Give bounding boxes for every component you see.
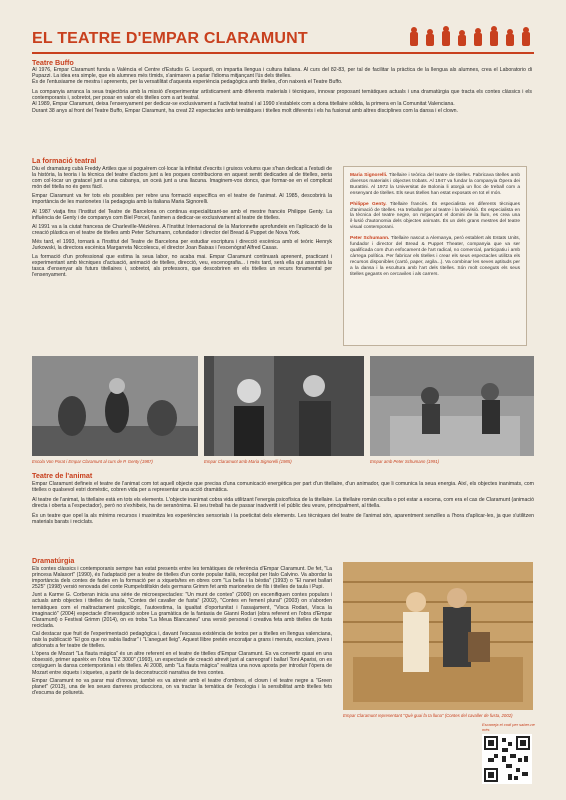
- paragraph: Durant 38 anys al front del Teatre Buffo, Empar Claramunt, ha creat 22 espectacles amb temàtiques i titelles molt diferents i els ha fusionat amb altres disciplines com la dansa i el clown.: [32, 107, 458, 114]
- paragraph: Al 1991 va a la ciutat francesa de Charleville-Mézières. A l'Institut Internacional de la Marionnette aprofundeix en l'aplicació de la creació plàstica en el teatre de titelles amb Peter Schumann, cofundador i director del Bread & Puppet de Nova York.: [32, 223, 332, 236]
- paragraph: Al teatre de l'animat, la titellaire està en tots els elements. L'objecte inanimat cobra vida utilitzant l'energia psicofísica de la titellaire. La titellaire romàn oculta o pot estar a escena, com era el cas de Claramunt (animació directa i oberta a l'espectador), però no s'exhibeix, ha de seranònima. El seu treball ha de passar inadvertit i el públic deu veure, principalment, al titella.: [32, 497, 534, 510]
- paragraph: Més tard, el 1993, tornarà a l'Institut del Teatre de Barcelona per estudiar escriptura i direcció escènica amb el teòric Henryk Jurkowski, la directora escènica Margarreta Niccolescu, el director Joan Baixas i l'escenògraf Alfred Casas.: [32, 238, 332, 252]
- paragraph: La companyia arranca la seua trajectòria amb la missió d'experimentar artísticament amb diferents materials i tècniques, innovar proposant temàtiques actuals i una dramatúrgia que tracta els contes clàssics i els contemporanis i, sobretot, per posar en valor els titelles com a art teatral.: [32, 89, 532, 102]
- caption-photo-1: Escola Von Porat i Empar Claramunt al curs de P. Genty (1987): [32, 459, 153, 464]
- photo-image: [32, 356, 198, 456]
- section-title-teatre-buffo: Teatre Buffo: [32, 58, 74, 67]
- paragraph: Empar Claramunt defineix el teatre de l'animat com tot aquell objecte que precisa d'una comunicació energètica per part d'un titellaire, d'un animador, que li comunica la seua energia. Així, els objectes inanimats, com titelles o qualsevol estri domèstic, cobren vida per a representar una acció dramàtica.: [32, 481, 534, 494]
- section-title-animat: Teatre de l'animat: [32, 471, 93, 480]
- paragraph: Al 1989, Empar Claramunt, deixa l'ensenyament per dedicar-se exclusivament a l'activitat teatral i al 1990 s'estableix com a dona titellaire sòlida, la primera en la Comunitat Valenciana.: [32, 101, 455, 108]
- qr-code-icon[interactable]: [482, 734, 532, 784]
- bio-text: Titellaire francès. És especialista en diferents tècniques d'animació de titelles. Ha treballat per al teatre i la televisió. És especialista en la tècnica del teatre negre, on mitjançant el domini de la llum, es crea una il·lusió d'autonomia dels objectes animats. És un dels grans mestres del teatre visual contemporani.: [350, 201, 520, 231]
- paragraph: Els contes clàssics i contemporanis sempre han estat presents entre les temàtiques de referència d'Empar Claramunt. De fet, "La princesa Malasort" (1990), és l'adaptació per a teatre de titelles d'un conte popular italià, recopilat per Italo Calvino. Va abordar la importància dels contes de fades en la formació per a xiquets/tes en obres com "La bella i la bèstia" (1993) o "El nanet ballari 2525" (1998) versió renovada del conte Rumpelstiltskin dels germans Grimm fet amb marionetes de fils i titelles de taula i Pupi.: [32, 566, 332, 591]
- photo-image: [343, 562, 533, 710]
- paragraph: Al 1976, Empar Claramunt funda a València el Centre d'Estudis G. Leopardi, on impartia llengua i cultura italiana. Al curs del 82-83, per tal de facilitar la pràctica de la llengua als alumnes, crea el Laboratorio di Pupazzi. La idea era simple, que els alumnes més tímids, s'animaren a parlar l'idioma mitjançant l'ús dels titelles.: [32, 67, 532, 80]
- paragraph: És un teatre que opel la als mínims recursos i maximitza les experiències sensorials i la poeticitat dels elements. Les tècniques del teatre de l'animat són, aparentment senzilles a l'hora d'aplicar-les, ja que s'utilitzen materials barats i reciclats.: [32, 513, 534, 526]
- section-teatre-buffo: [32, 67, 532, 114]
- header: [32, 26, 534, 52]
- paragraph: Al 1987 viatja fins l'Institut del Teatre de Barcelona on continua especialitzant-se amb el mestre francès Philippe Genty. La influència de Genty i de companys com Biel Porcel, l'animen a dedicar-se exclusivament al teatre de titelles.: [32, 208, 332, 221]
- paragraph: L'òpera de Mozart "La flauta màgica" és un altre referent en el teatre de titelles d'Empar Claramunt. Es va convertir quasi en una obsessió, primer aparèix en l'obra "DZ 3000" (1993), un espectacle de creació atrevit junt al carreograf i ballarí Toni Aparisi, on es conjuguen la dansa contemporània i els titelles. Al 2008, amb "La flauta màgica" realitza una nova aposta per introduir l'òpera de Mozart entre xiquets i xiquetes, a partir de la deconstrucció narrativa de tres contes.: [32, 651, 332, 676]
- paragraph: És de l'entusiasme de mestra i aprenents, per la versatilitat d'aquesta experiència pedagògica amb titelles, d'on naixerà el Teatre Buffo.: [32, 79, 343, 86]
- section-animat: [32, 481, 534, 526]
- page-title: EL TEATRE D'EMPAR CLARAMUNT: [32, 30, 308, 47]
- photo-image: [204, 356, 364, 456]
- photo-performance: [343, 562, 533, 710]
- paragraph: Junt a Karme G. Corberan inicia una sèrie de microespectacles: "Un munt de contes" (2000) on escenifiquen contes populars i actuals amb objectes i titelles de taula, "Contes del cavaller de fusta" (2002), "Contes en femení plural" (2003) on s'aborden temàtiques com el maltractament psicològic, l'autoestima, la igualtat d'oportunitat i l'assajament, "Visca Rodari, Visca la imaginació" (2004) espectacle d'investigació sobre La gramàtica de la fantasia de Gianni Rodari (obra referent en l'obra d'Empar Claramunt) o Festival Grimm (2014), on es troba "La Meua Blancaneu" una versió personal i creativa feta amb titelles de fusta reciclada.: [32, 592, 332, 629]
- biographies-box: [343, 166, 527, 346]
- title-rule: [32, 52, 534, 54]
- bio-name: Peter Schumann.: [350, 236, 390, 242]
- photo-signorelli: [204, 356, 364, 456]
- photo-image: [370, 356, 534, 456]
- section-title-formacio: La formació teatral: [32, 156, 97, 165]
- section-title-dramaturgia: Dramatúrgia: [32, 556, 75, 565]
- photo-schumann: [370, 356, 534, 456]
- bio-schumann: [350, 236, 520, 277]
- bio-signorelli: [350, 173, 520, 197]
- photo-genty-course: [32, 356, 198, 456]
- bio-text: Titellaire nascut a Alemanya, però establert als Estats Units, fundador i director del Bread & Puppet Theater, companyia que va ser qualificada com d'un enfocament de l'art radical, no comercial, participatiu i amb càrrega política. Per fabricar els titelles i crear els seus espectacles utilitza els recursos disponibles (cartó, paper, argila...). Va combinar les seves aptituds per a la dansa i la escultura amb l'art dels titelles. Són molt coneguts els seus titelles gegants en cercaviles i als carrers.: [350, 236, 520, 277]
- caption-photo-3: Empar amb Peter Schumann (1991): [370, 459, 440, 464]
- paragraph: Diu el dramaturg cubà Freddy Artiles que si poguérem col·locar la infinitat d'escrits i gruixos volums que s'han dedicat a l'estudi de la història, la teoria i la tècnica del teatre d'actors junt a les poques contribucions en aquest sentit dedicades al de titelles, seria com col·locar un gratacel junt a una cabanya, un oceà junt a una llacuna. Imaginem-vos doncs, que formar-se en el complicat món del titella no és gens fàcil.: [32, 166, 332, 191]
- bio-name: Maria Signorelli.: [350, 173, 388, 178]
- paragraph: Empar Claramunt va fer tots els possibles per rebre una formació específica en el teatre de l'animat. Al 1985, descobrirà la importància de les marionetes i la pedagogia amb la italiana Maria Signorelli.: [32, 193, 332, 206]
- bio-name: Philippe Genty.: [350, 201, 387, 207]
- caption-photo-2: Empar Claramunt amb Maria Signorelli (1985): [204, 459, 292, 464]
- qr-label: Escaneja el codi per saber-ne més: [482, 722, 535, 732]
- bio-genty: [350, 202, 520, 232]
- paragraph: La formació d'un professional que estima la seua labor, no acaba mai. Empar Claramunt continuarà aprenent, practicant i experimentant amb tècniques d'actuació, animació de titelles, direcció, veu, escenografia... i més tard, serà ella qui assumirà la tasca d'ensenyar als futurs titellaires i, sobretot, als professors, que descobriren en els titelles un recurs fonamental per l'ensenyament.: [32, 254, 332, 279]
- bio-text: Titellaire i teòrica del teatre de titelles. Fabricava titelles amb diversos materials i objectes trobats. Al 1947 va fundar la companyia Òpera dei Burattini. Al 1972 la Universitat de Bolonia li atorgà un lloc de treball com a ensenyant de titelles. Els seus titelles han estat exposats en tot el món.: [350, 173, 520, 196]
- puppets-icon: [404, 26, 534, 50]
- caption-photo-4: Empar Claramunt representant "Què guai fa ta lluna" (Contes del cavaller de fusta, 2002): [343, 713, 513, 718]
- section-formacio: [32, 166, 332, 279]
- paragraph: Empar Claramunt no va parar mai d'innovar, també es va atrevir amb el teatre d'ombres, el clown i el teatre negre a "Green planet" (2013), una de les seues darreres produccions, on va tractar la temàtica de l'ecologia i la sensibilitat amb titelles fets d'escuma de poliuretà.: [32, 677, 332, 696]
- section-dramaturgia: [32, 566, 332, 696]
- paragraph: Cal destacar que fruit de l'experimentació pedagògica i, davant l'escassa existència de textos per a titelles en llengua valenciana, naix la publicació "El gos que no sabia lladrar" i "L'aneguet lleig". Aquest llibre pretén encoratjar a grans i menuts, escolars, joves i aficionats a fer teatre de titelles.: [32, 630, 332, 650]
